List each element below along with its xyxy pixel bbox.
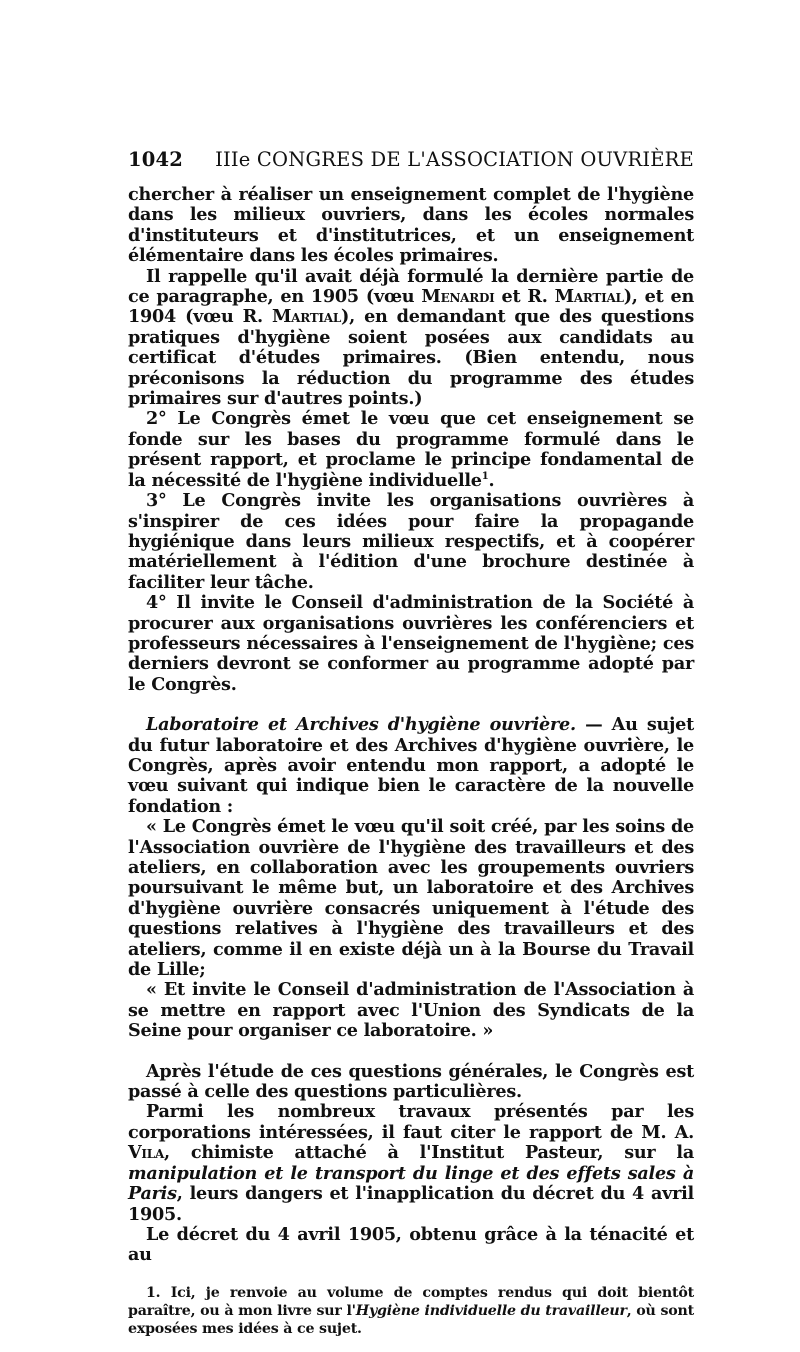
author-name: Menardi <box>421 286 495 308</box>
footnote-reference: 1 <box>481 470 489 482</box>
text-run: 2° Le Congrès émet le vœu que cet enseignement se fonde sur les bases du programme formulé dans le présent rapport, et proclame le principe fondamental de la nécessité de l'hygiène individuelle <box>128 408 694 491</box>
book-title: Hygiène individuelle du travailleur <box>355 1302 627 1319</box>
text-run: , chimiste attaché à l'Institut Pasteur, sur la <box>164 1142 694 1164</box>
author-name: Martial <box>554 286 624 308</box>
running-header <box>128 148 694 171</box>
author-name: Martial <box>271 306 342 328</box>
text-run: et R. <box>494 286 555 308</box>
footnote-marker: 1. <box>146 1284 161 1301</box>
text-run: , leurs dangers et l'inapplication du décret du 4 avril 1905. <box>128 1183 694 1225</box>
quoted-resolution-2: « Et invite le Conseil d'administration de l'Association à se mettre en rapport avec l'Union des Syndicats de la Seine pour organiser ce laboratoire. » <box>128 979 694 1042</box>
paragraph-9: Après l'étude de ces questions générales, le Congrès est passé à celle des questions particulières. <box>128 1060 694 1103</box>
page <box>128 148 694 1352</box>
page-number: 1042 <box>128 148 184 171</box>
author-name: Vila <box>128 1142 165 1164</box>
text-run: Ici, je renvoie au volume de comptes rendus qui doit bientôt paraître, ou à mon livre sur l' <box>128 1284 694 1319</box>
report-title: manipulation et le transport du linge et des effets sales à Paris <box>128 1162 694 1205</box>
text-run: ), en demandant que des questions pratiques d'hygiène soient posées aux candidats au certificat d'études primaires. (Bien entendu, nous préconisons la réduction du programme des études primaires sur d'autres points.) <box>128 306 695 410</box>
paragraph-4: 3° Le Congrès invite les organisations ouvrières à s'inspirer de ces idées pour faire la propagande hygiénique dans leurs milieux respectifs, et à coopérer matériellement à l'édition d'une brochure destinée à faciliter leur tâche. <box>128 490 694 593</box>
text-run: , où sont exposées mes idées à ce sujet. <box>128 1302 694 1337</box>
section-heading: Laboratoire et Archives d'hygiène ouvrière. <box>146 714 576 736</box>
paragraph-1: chercher à réaliser un enseignement complet de l'hygiène dans les milieux ouvriers, dans les écoles normales d'instituteurs et d'institutrices, et un enseignement élémentaire dans les écoles primaires. <box>128 184 694 267</box>
paragraph-2 <box>128 267 694 410</box>
paragraph-11: Le décret du 4 avril 1905, obtenu grâce à la ténacité et au <box>128 1223 694 1266</box>
text-run: Parmi les nombreux travaux présentés par les corporations intéressées, il faut citer le rapport de M. A. <box>128 1101 694 1143</box>
section-spacer <box>128 695 694 715</box>
section-spacer <box>128 1042 694 1062</box>
paragraph-6 <box>128 715 694 817</box>
paragraph-5: 4° Il invite le Conseil d'administration de la Société à procurer aux organisations ouvrières les conférenciers et professeurs nécessaires à l'enseignement de l'hygiène; ces derniers devront se conformer au programme adopté par le Congrès. <box>128 592 694 695</box>
footnote <box>128 1284 694 1338</box>
text-run: ), et en 1904 (vœu R. <box>128 286 694 328</box>
paragraph-10 <box>128 1102 694 1224</box>
running-title: IIIe CONGRES DE L'ASSOCIATION OUVRIÈRE <box>215 148 694 171</box>
quoted-resolution-1: « Le Congrès émet le vœu qu'il soit créé, par les soins de l'Association ouvrière de l'hygiène des travailleurs et des ateliers, en collaboration avec les groupements ouvriers poursuivant le même but, un laboratoire et des Archives d'hygiène ouvrière consacrés uniquement à l'étude des questions relatives à l'hygiène des travailleurs et des ateliers, comme il en existe déjà un à la Bourse du Travail de Lille; <box>128 816 694 981</box>
text-run: Il rappelle qu'il avait déjà formulé la dernière partie de ce paragraphe, en 1905 (vœu <box>128 265 694 308</box>
paragraph-3 <box>128 409 694 491</box>
text-run: — Au sujet du futur laboratoire et des Archives d'hygiène ouvrière, le Congrès, après avoir entendu mon rapport, a adopté le vœu suivant qui indique bien le caractère de la nouvelle fondation : <box>128 714 694 817</box>
text-run: . <box>488 469 495 491</box>
